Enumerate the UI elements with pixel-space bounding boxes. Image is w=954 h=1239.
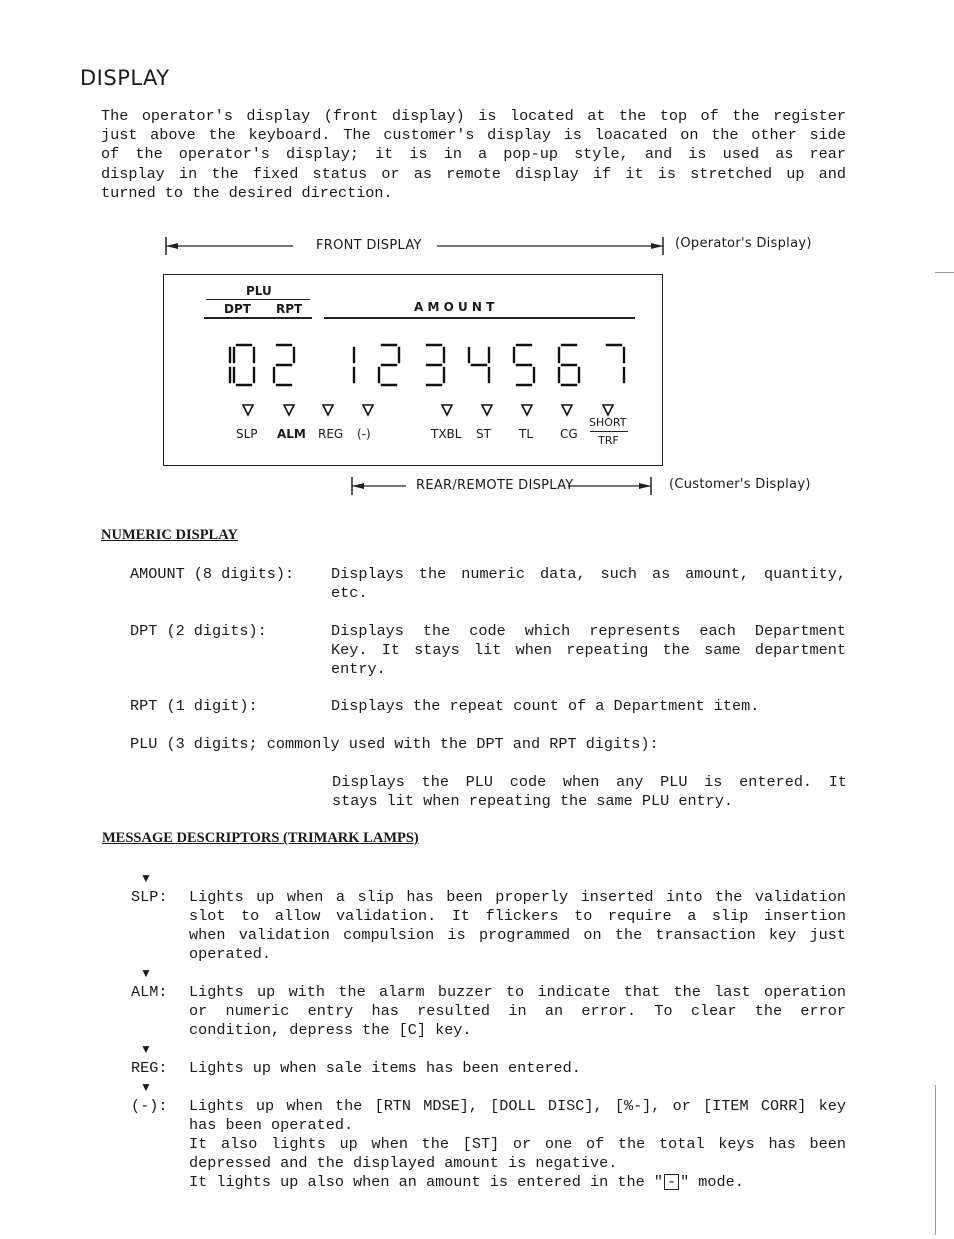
digits-display [200,340,640,390]
alm-line: Lights up with the alarm buzzer to indicate that the last operation [189,983,846,1001]
alm-marker-icon: ▼ [140,966,152,980]
minus-last-text-end: " mode. [680,1173,744,1191]
lamp-label-tl: TL [519,427,534,441]
dpt-line: entry. [331,660,386,678]
intro-line: turned to the desired direction. [101,183,393,202]
lamp-markers [230,402,630,418]
slp-description [189,888,846,964]
lamp-label-txbl: TXBL [431,427,462,441]
lamp-marker-icon [562,405,572,415]
lamp-label-reg: REG [318,427,344,441]
lamp-label-trf: TRF [598,434,619,447]
plu-line: stays lit when repeating the same PLU entry. [332,792,734,810]
slp-line: slot to allow validation. It flickers to require a slip insertion [189,907,846,925]
intro-line: display in the fixed status or as remote display if it is stretched up and [101,164,846,183]
minus-key-icon: - [664,1174,679,1190]
lamp-marker-icon [363,405,373,415]
alm-description [189,983,846,1040]
rpt-term: RPT (1 digit): [130,697,258,715]
intro-line: The operator's display (front display) is located at the top of the register [101,107,846,125]
dpt-line: Displays the code which represents each Department [331,622,846,640]
alm-line: or numeric entry has resulted in an error. To clear the error [189,1002,846,1020]
minus-description [189,1097,846,1192]
alm-term: ALM: [131,983,168,1001]
plu-label: PLU [246,284,272,298]
margin-mark [935,1085,936,1235]
slp-line: operated. [189,945,272,963]
numeric-display-heading: NUMERIC DISPLAY [101,527,238,543]
dpt-description [331,622,846,679]
slp-line: Lights up when a slip has been properly inserted into the validation [189,888,846,906]
lamp-marker-icon [323,405,333,415]
lamp-label-alm: ALM [277,427,306,441]
plu-term: PLU (3 digits; commonly used with the DPT and RPT digits): [130,735,659,753]
rear-display-note: (Customer's Display) [669,477,811,492]
lamp-marker-icon [522,405,532,415]
amount-description [331,565,846,603]
lamp-label-cg: CG [560,427,578,441]
lamp-marker-icon [603,405,613,415]
intro-line: just above the keyboard. The customer's display is loacated on the other side [101,126,846,145]
amount-term: AMOUNT (8 digits): [130,565,295,583]
reg-term: REG: [131,1059,168,1077]
amount-rule [324,317,635,319]
rpt-label: RPT [276,302,303,316]
lamp-marker-icon [442,405,452,415]
lamp-marker-icon [482,405,492,415]
slp-term: SLP: [131,888,168,906]
dpt-label: DPT [224,302,251,316]
plu-rule [206,299,310,300]
plu-description [332,773,847,811]
front-display-label: FRONT DISPLAY [316,238,422,253]
minus-line: It also lights up when the [ST] or one of the total keys has been [189,1135,846,1153]
margin-mark [935,272,954,273]
intro-line: of the operator's display; it is in a pop-up style, and is used as rear [101,145,846,164]
slp-marker-icon: ▼ [140,871,152,885]
minus-line: Lights up when the [RTN MDSE], [DOLL DISC], [%-], or [ITEM CORR] key [189,1097,846,1115]
amount-line: Displays the numeric data, such as amount, quantity, [331,565,846,583]
lamp-label-st: ST [476,427,491,441]
minus-line: depressed and the displayed amount is negative. [189,1154,618,1172]
reg-marker-icon: ▼ [140,1042,152,1056]
minus-last-text: It lights up also when an amount is entered in the " [189,1173,663,1191]
rpt-description: Displays the repeat count of a Department item. [331,697,760,715]
amount-line: etc. [331,584,368,602]
dpt-term: DPT (2 digits): [130,622,267,640]
minus-line [189,1173,846,1192]
lamp-label-slp: SLP [236,427,258,441]
lamp-marker-icon [284,405,294,415]
amount-label: A M O U N T [414,300,495,314]
message-descriptors-heading: MESSAGE DESCRIPTORS (TRIMARK LAMPS) [102,830,419,846]
rear-display-label: REAR/REMOTE DISPLAY [416,478,574,493]
front-display-note: (Operator's Display) [675,236,812,251]
minus-line: has been operated. [189,1116,354,1134]
plu-line: Displays the PLU code when any PLU is entered. It [332,773,847,791]
short-trf-rule [590,431,628,432]
lamp-label-minus: (-) [357,427,371,441]
lamp-marker-icon [243,405,253,415]
minus-marker-icon: ▼ [140,1080,152,1094]
dpt-line: Key. It stays lit when repeating the same department [331,641,846,659]
minus-term: (-): [131,1097,168,1115]
reg-description: Lights up when sale items has been entered. [189,1059,581,1077]
page-title: DISPLAY [80,66,170,90]
dpt-rpt-rule [204,317,312,319]
lamp-label-short: SHORT [589,416,627,429]
display-diagram [0,0,954,520]
slp-line: when validation compulsion is programmed on the transaction key just [189,926,846,944]
alm-line: condition, depress the [C] key. [189,1021,472,1039]
